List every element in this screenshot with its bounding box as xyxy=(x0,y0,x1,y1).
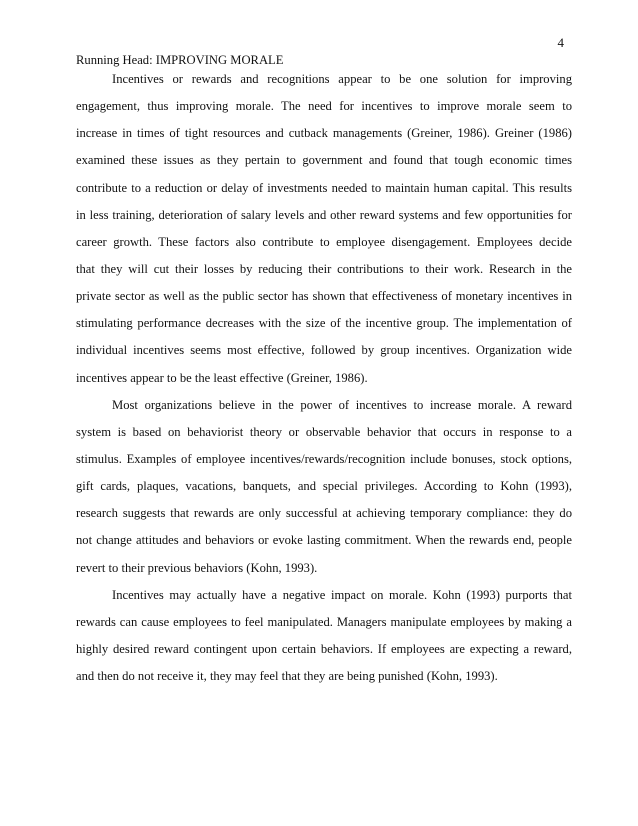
text-line: Incentives or rewards and recognitions appear to be one solution for improving xyxy=(112,72,572,86)
text-line: highly desired reward contingent upon certain behaviors. If employees are expecting a reward, xyxy=(76,641,572,656)
text-line: revert to their previous behaviors (Kohn, 1993). xyxy=(76,560,318,575)
text-line: contribute to a reduction or delay of investments needed to maintain human capital. This results xyxy=(76,180,572,195)
text-line: stimulus. Examples of employee incentives/rewards/recognition include bonuses, stock options, xyxy=(76,451,572,466)
text-line: individual incentives seems most effective, followed by group incentives. Organization wide xyxy=(76,343,572,358)
body-text xyxy=(76,66,572,690)
text-line: that they will cut their losses by reducing their contributions to their work. Research in the xyxy=(76,261,572,276)
running-head: Running Head: IMPROVING MORALE xyxy=(76,53,284,67)
text-line: gift cards, plaques, vacations, banquets, and special privileges. According to Kohn (1993), xyxy=(76,479,572,494)
text-line: system is based on behaviorist theory or observable behavior that occurs in response to a xyxy=(76,424,572,439)
text-line: private sector as well as the public sector has shown that effectiveness of monetary incentives in xyxy=(76,289,572,304)
text-line: research suggests that rewards are only successful at achieving temporary compliance: they do xyxy=(76,506,572,521)
text-line: increase in times of tight resources and cutback managements (Greiner, 1986). Greiner (1986) xyxy=(76,126,572,141)
page-number: 4 xyxy=(557,35,564,50)
text-line: and then do not receive it, they may feel that they are being punished (Kohn, 1993). xyxy=(76,669,498,684)
paragraph xyxy=(76,582,572,691)
paragraph xyxy=(76,66,572,392)
text-line: not change attitudes and behaviors or evoke lasting commitment. When the rewards end, people xyxy=(76,533,572,548)
text-line: stimulating performance decreases with the size of the incentive group. The implementation of xyxy=(76,316,572,331)
text-line: in less training, deterioration of salary levels and other reward systems and few opportunities for xyxy=(76,207,572,222)
text-line: rewards can cause employees to feel manipulated. Managers manipulate employees by making a xyxy=(76,614,572,629)
text-line: incentives appear to be the least effective (Greiner, 1986). xyxy=(76,370,368,385)
text-line: examined these issues as they pertain to government and found that tough economic times xyxy=(76,153,572,168)
text-line: career growth. These factors also contribute to employee disengagement. Employees decide xyxy=(76,234,572,249)
text-line: Incentives may actually have a negative impact on morale. Kohn (1993) purports that xyxy=(112,587,572,602)
paragraph xyxy=(76,392,572,582)
text-line: Most organizations believe in the power of incentives to increase morale. A reward xyxy=(112,397,572,412)
text-line: engagement, thus improving morale. The need for incentives to improve morale seem to xyxy=(76,99,572,114)
